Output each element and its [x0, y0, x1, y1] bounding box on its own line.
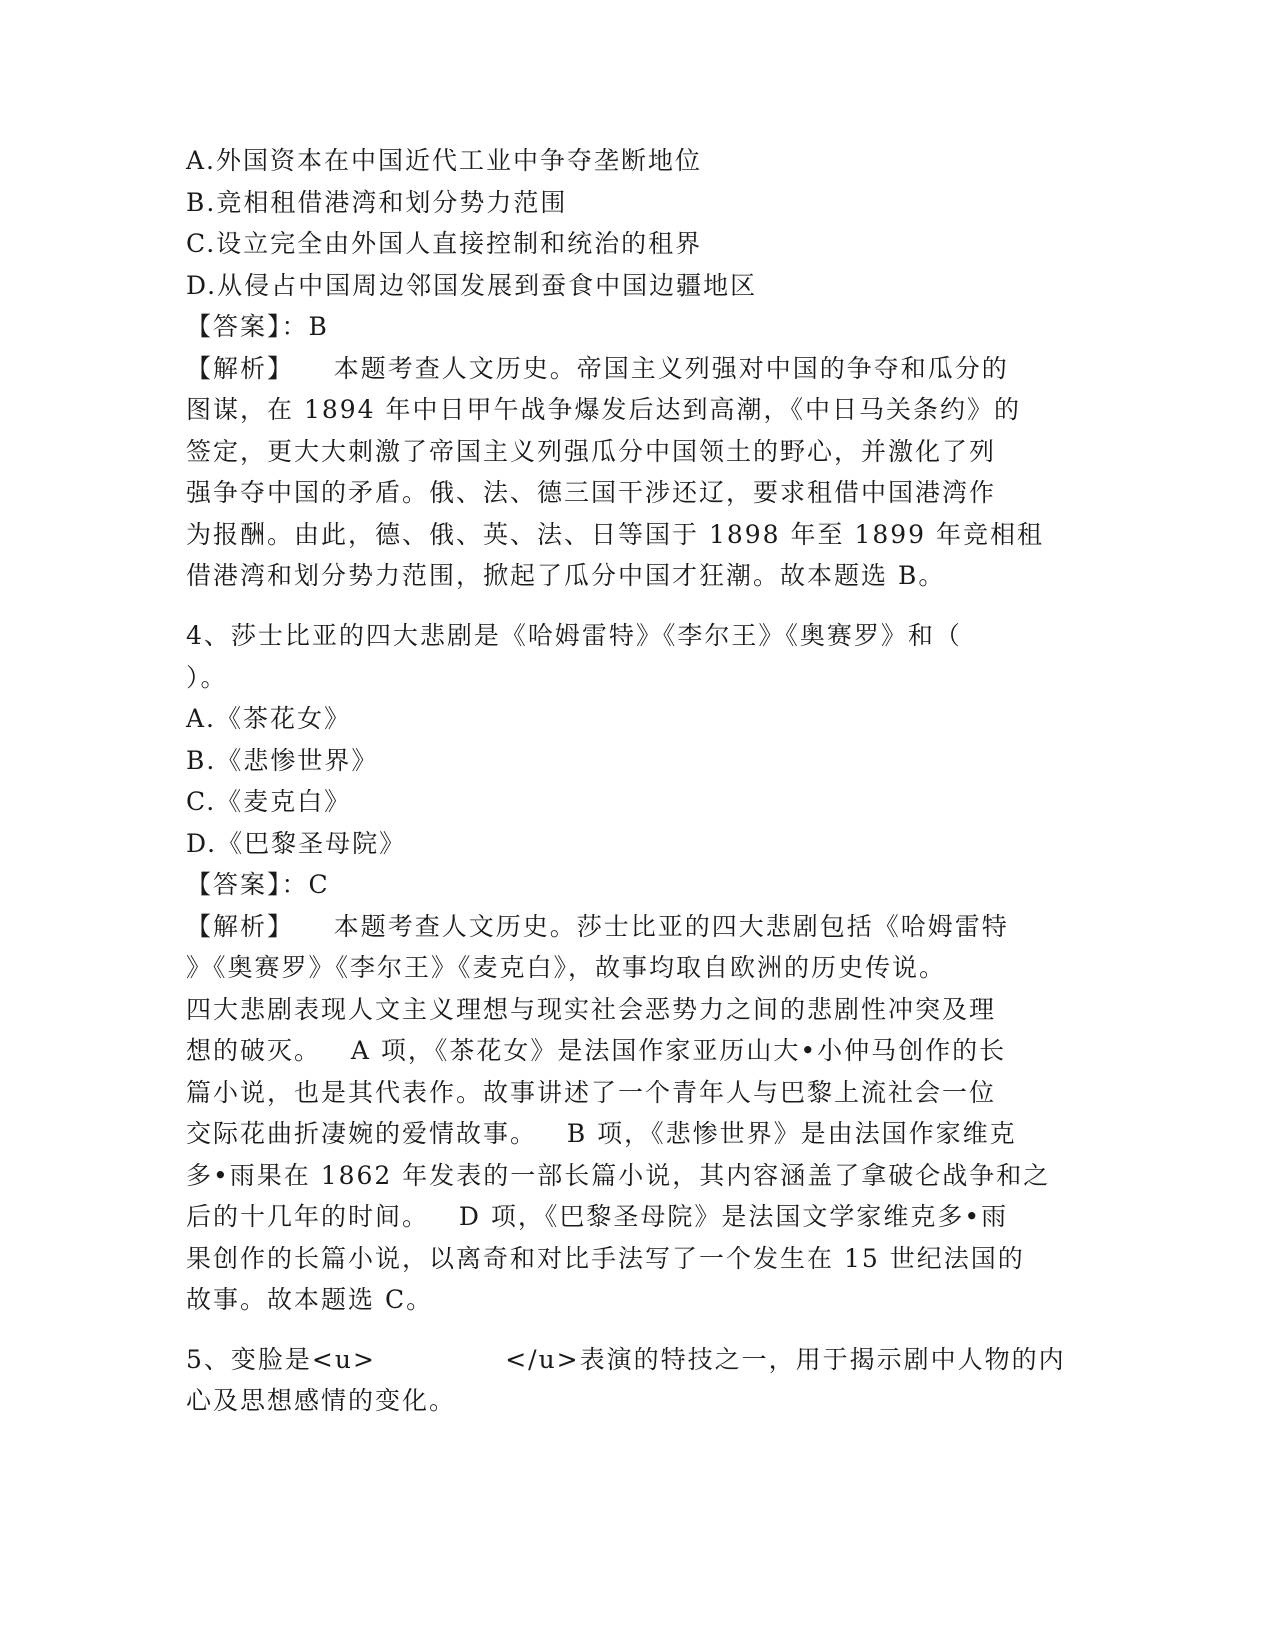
q4-explanation-line: 故事。故本题选 C。 — [186, 1285, 434, 1314]
q4-explanation-line: 【解析】 本题考查人文历史。莎士比亚的四大悲剧包括《哈姆雷特 — [186, 912, 1009, 941]
q4-explanation-line: 果创作的长篇小说，以离奇和对比手法写了一个发生在 15 世纪法国的 — [186, 1244, 1025, 1273]
q4-question-line: 4、莎士比亚的四大悲剧是《哈姆雷特》《李尔王》《奥赛罗》和（ — [186, 621, 962, 650]
q4-explanation-line: 》《奥赛罗》《李尔王》《麦克白》，故事均取自欧洲的历史传说。 — [186, 953, 947, 982]
q4-question-line: ）。 — [186, 663, 228, 692]
q3-explanation-line: 【解析】 本题考查人文历史。帝国主义列强对中国的争夺和瓜分的 — [186, 354, 1009, 383]
q4-option-b: B.《悲惨世界》 — [186, 746, 379, 775]
q4-option-d: D.《巴黎圣母院》 — [186, 829, 407, 858]
q5-question-line: 5、变脸是<u> </u>表演的特技之一，用于揭示剧中人物的内 — [186, 1345, 1066, 1374]
q3-option-a: A.外国资本在中国近代工业中争夺垄断地位 — [186, 146, 703, 175]
q3-explanation-line: 图谋，在 1894 年中日甲午战争爆发后达到高潮，《中日马关条约》的 — [186, 395, 1022, 424]
q3-option-b: B.竞相租借港湾和划分势力范围 — [186, 188, 568, 217]
q4-explanation-line: 后的十几年的时间。 D 项，《巴黎圣母院》是法国文学家维克多•雨 — [186, 1202, 1009, 1231]
q4-explanation-line: 四大悲剧表现人文主义理想与现实社会恶势力之间的悲剧性冲突及理 — [186, 995, 997, 1024]
q4-option-c: C.《麦克白》 — [186, 787, 352, 816]
q3-answer: 【答案】：B — [186, 312, 329, 341]
q4-option-a: A.《茶花女》 — [186, 704, 352, 733]
q5-question-line: 心及思想感情的变化。 — [186, 1386, 457, 1415]
q3-explanation-line: 强争夺中国的矛盾。俄、法、德三国干涉还辽，要求租借中国港湾作 — [186, 478, 997, 507]
q4-explanation-line: 篇小说，也是其代表作。故事讲述了一个青年人与巴黎上流社会一位 — [186, 1078, 997, 1107]
q4-explanation-line: 想的破灭。 A 项，《茶花女》是法国作家亚历山大•小仲马创作的长 — [186, 1036, 1007, 1065]
q4-answer: 【答案】：C — [186, 870, 330, 899]
q4-explanation-line: 多•雨果在 1862 年发表的一部长篇小说，其内容涵盖了拿破仑战争和之 — [186, 1161, 1051, 1190]
q4-explanation-line: 交际花曲折凄婉的爱情故事。 B 项，《悲惨世界》是由法国作家维克 — [186, 1119, 1017, 1148]
q3-explanation-line: 借港湾和划分势力范围，掀起了瓜分中国才狂潮。故本题选 B。 — [186, 561, 946, 590]
q3-explanation-line: 签定，更大大刺激了帝国主义列强瓜分中国领土的野心，并激化了列 — [186, 437, 997, 466]
q3-option-c: C.设立完全由外国人直接控制和统治的租界 — [186, 229, 703, 258]
q3-explanation-line: 为报酬。由此，德、俄、英、法、日等国于 1898 年至 1899 年竞相租 — [186, 520, 1045, 549]
q3-option-d: D.从侵占中国周边邻国发展到蚕食中国边疆地区 — [186, 271, 758, 300]
